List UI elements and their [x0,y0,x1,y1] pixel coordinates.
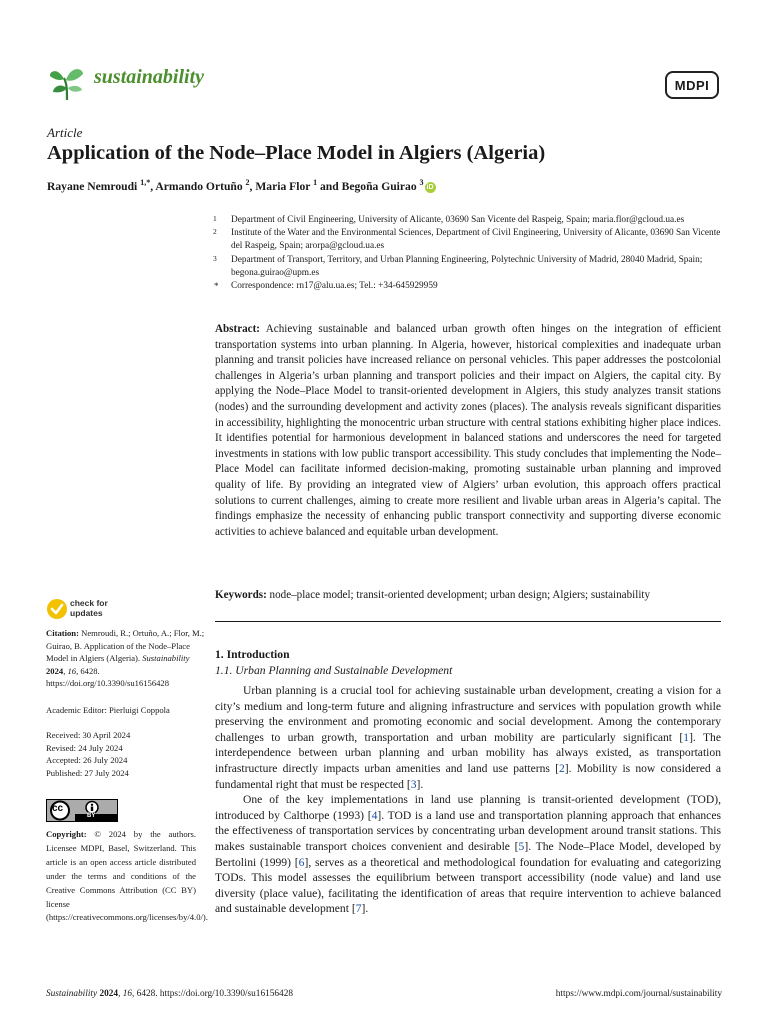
affiliation-text: Department of Transport, Territory, and Urban Planning Engineering, Polytechnic University of Madrid, 28040 Madrid, Spain; begona.guirao@upm.es [231,254,703,278]
author-affiliation-mark: 1,* [140,178,151,187]
page-footer: Sustainability 2024, 16, 6428. https://doi.org/10.3390/su16156428 https://www.mdpi.com/journal/sustainability [46,989,722,999]
cc-icon-label: cc [52,803,64,814]
author-name: Begoña Guirao [341,179,420,193]
affiliation-number: 3 [213,253,217,263]
citation-journal: Sustainability [142,653,190,663]
orcid-icon[interactable]: iD [426,183,434,191]
affiliation-item [213,280,723,293]
section-divider [215,621,721,622]
citation-link[interactable]: 6 [298,855,305,869]
body-text-run: ]. [361,902,369,916]
date-received: Received: 30 April 2024 [46,730,131,740]
body-text [215,683,721,917]
section-heading: 1. Introduction [215,648,290,661]
affiliation-text: Institute of the Water and the Environmental Sciences, Department of Civil Engineering, University of Alicante, 03690 San Vicente del Raspeig, Spain; arorpa@gcloud.ua.es [231,228,721,252]
affiliation-number: 1 [213,214,217,223]
author-affiliation-mark: 1 [313,178,318,187]
citation-year: 2024 [46,665,64,676]
article-type: Article [47,125,83,140]
affiliation-item [213,227,723,253]
body-text-run: ]. The Node–Place Model, developed by Bertolini (1999) [ [215,839,721,869]
footer-journal-url[interactable]: https://www.mdpi.com/journal/sustainability [555,989,722,999]
keywords-text: node–place model; transit-oriented development; urban design; Algiers; sustainability [269,589,651,601]
check-updates-line2: updates [70,607,103,618]
abstract-label: Abstract: [215,323,260,335]
copyright-notice [46,828,208,925]
journal-name: sustainability [94,66,205,88]
author-list [47,178,727,193]
body-paragraph [215,683,721,792]
body-text-run: One of the key implementations in land use planning is transit-oriented development (TOD), introduced by Calthorpe (1993) [ [215,793,721,822]
body-text-run: Urban planning is a crucial tool for achieving sustainable urban development, creating a vision for a city’s medium and long-term future and aligning infrastructure and services with population growth while preserving the environment and promoting economic and social development. Among the contemporary challenges to urban growth, transportation and urban mobility are particularly significant [ [215,684,721,744]
keywords-label: Keywords: [215,589,267,601]
citation-text-2[interactable]: , 6428. https://doi.org/10.3390/su16156428 [46,665,170,688]
citation-link[interactable]: 1 [683,730,690,744]
copyright-label: Copyright: [46,829,87,839]
affiliation-item [213,214,723,227]
author-separator: , [249,179,256,193]
author-name: Maria Flor [255,179,314,193]
body-text-run: ], serves as a theoretical and methodological foundation for evaluating and categorizing TODs. This model assesses the equilibrium between transport accessibility (node value) and land use diversity (place value), facilitating the identification of areas that require intervention to achieve balanced and sustainable development [ [215,855,721,916]
citation-link[interactable]: 3 [410,777,417,791]
citation-link[interactable]: 2 [558,761,565,775]
footer-year: 2024 [99,989,119,999]
citation-link[interactable]: 7 [355,902,362,916]
affiliation-number: 2 [213,227,217,237]
by-label: BY [87,813,96,819]
footer-doi[interactable]: , 6428. https://doi.org/10.3390/su16156428 [132,989,293,999]
article-dates [46,729,206,779]
author-affiliation-mark: 3 [419,178,424,187]
citation-volume: 16 [67,665,77,676]
abstract-text: Achieving sustainable and balanced urban growth often hinges on the integration of efficient transportation systems into urban planning. In Algeria, however, historical complexities and inadequate urban planning and transit policies have increased reliance on personal vehicles. This paper addresses the postcolonial challenges in Algeria’s urban planning and transport policies and their impact on Algiers, the capital city. By applying the Node–Place Model to transit-oriented development in Algiers, this study analyzes transit stations (nodes) and the surrounding development and activity zones (places). The analysis reveals significant disparities in accessibility, highlighting the monocentric urban structure with central stations exhibiting higher place indices. It identifies potential for harmonious development in balanced stations and underscores the need for targeted investments in stations with low public transport accessibility. This study concludes that implementing the Node–Place Model can facilitate informed decision-making, promoting sustainable urban planning and improved quality of life. By providing an integrated view of Algiers’ urban evolution, this approach offers practical solutions to current challenges, aiming to create more resilient and livable urban areas in Algeria’s capital. The findings emphasize the necessity of enhancing public transport connectivity and supporting diverse economic activities to achieve balanced and equitable urban development. [215,323,721,538]
cc-by-license-badge[interactable] [46,799,118,822]
keywords [215,588,721,604]
footer-journal: Sustainability [46,989,98,999]
author-name: Rayane Nemroudi [47,179,141,193]
abstract [215,322,721,540]
date-revised: Revised: 24 July 2024 [46,742,123,753]
author-separator: and [317,179,342,193]
affiliations [213,214,723,293]
affiliation-number: * [214,281,219,292]
body-text-run: ]. Mobility is now considered a fundamental right that must be respected [ [215,761,722,791]
citation-text-1: Nemroudi, R.; Ortuño, A.; Flor, M.; Guirao, B. Application of the Node–Place Model in Algiers (Algeria). [46,628,205,663]
subsection-heading: 1.1. Urban Planning and Sustainable Development [215,664,453,677]
body-text-run: ]. TOD is a land use and transportation planning approach that enhances the effectiveness of transportation services by concentrating urban development around transit stations. This makes sustainable transport choices convenient and desirable [ [215,808,721,853]
check-updates-icon [46,598,68,620]
citation-block: Citation: Nemroudi, R.; Ortuño, A.; Flor, M.; Guirao, B. Application of the Node–Place Model in Algiers (Algeria). Sustainability 2024, 16, 6428. https://doi.org/10.3390/su16156428 [46,628,205,688]
citation-label: Citation: [46,628,79,638]
body-text-run: ]. The interdependence between urban planning and urban mobility has always existed, as transportation infrastructure directly impacts urban amenities and land use patterns [ [215,730,721,775]
author-affiliation-mark: 2 [245,178,250,187]
author-separator: , [150,179,156,193]
citation-link[interactable]: 5 [518,839,525,853]
date-accepted: Accepted: 26 July 2024 [46,755,128,765]
academic-editor: Academic Editor: Pierluigi Coppola [46,705,170,715]
date-published: Published: 27 July 2024 [46,767,129,778]
article-title: Application of the Node–Place Model in Algiers (Algeria) [47,142,546,164]
affiliation-text: Correspondence: rn17@alu.ua.es; Tel.: +34-645929959 [231,281,438,292]
affiliation-text: Department of Civil Engineering, University of Alicante, 03690 San Vicente del Raspeig, Spain; maria.flor@gcloud.ua.es [231,215,685,225]
body-paragraph [215,792,721,917]
publisher-logo: MDPI [665,71,719,99]
body-text-run: ]. [416,777,424,791]
footer-volume: 16 [122,989,133,999]
check-updates-line1: check for [70,598,108,608]
journal-logo-icon [47,62,87,102]
citation-link[interactable]: 4 [371,808,378,822]
author-name: Armando Ortuño [155,179,246,193]
affiliation-item [213,254,723,280]
copyright-text: © 2024 by the authors. Licensee MDPI, Basel, Switzerland. This article is an open access article distributed under the terms and conditions of the Creative Commons Attribution (CC BY) license (https://creativecommons.org/licenses/by/4.0/). [46,829,208,923]
